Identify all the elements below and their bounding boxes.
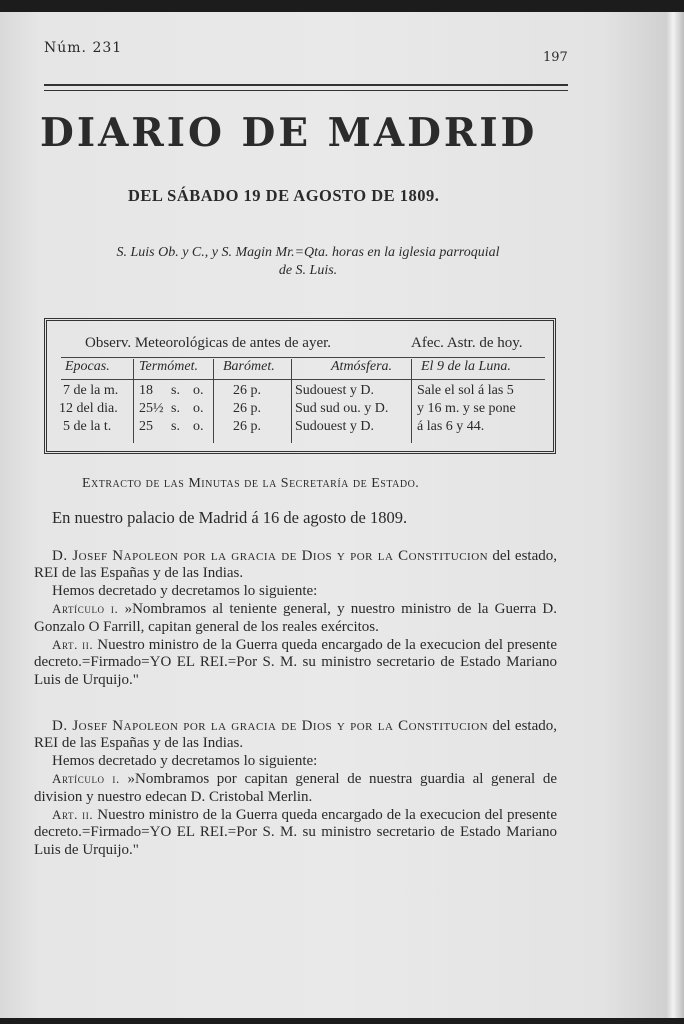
col-epocas: Epocas. bbox=[65, 359, 110, 374]
weather-table: Observ. Meteorológicas de antes de ayer. Afec. Astr. de hoy. Epocas. Termómet. Barómet. Atmósfera. El 9 de la Luna. 7 de la m. 18 s. o. 26 p. Sudouest y D. Sale el sol á las 5 12 del dia. 25½ s. o. 26 p. Sud sud ou. y D. y 16 m. y se pone 5 de la t. 25 s. o. 26 p. Sudouest y D. á las 6 y 44. bbox=[44, 318, 556, 454]
article-label: Art. ii. bbox=[52, 637, 94, 653]
decree-preamble: Hemos decretado y decretamos lo siguiente: bbox=[52, 582, 318, 599]
table-rule bbox=[61, 357, 545, 358]
article-label: Artículo i. bbox=[52, 601, 119, 617]
column-divider bbox=[411, 359, 412, 443]
article-text: »Nombramos al teniente general, y nuestro ministro de la Guerra D. Gonzalo O Farrill, capitan general de los reales exércitos. bbox=[34, 601, 558, 635]
col-atmosfera: Atmósfera. bbox=[331, 359, 393, 374]
page-number: 197 bbox=[543, 50, 568, 65]
issue-number: Núm. 231 bbox=[44, 40, 123, 56]
decree-king-rest: del estado, REI de las Españas y de las Indias. bbox=[34, 718, 557, 752]
decree-king-rest: del estado, REI de las Españas y de las Indias. bbox=[34, 548, 557, 582]
page-spine bbox=[666, 12, 684, 1018]
col-luna: El 9 de la Luna. bbox=[421, 359, 511, 374]
weather-title: Observ. Meteorológicas de antes de ayer. bbox=[85, 335, 332, 351]
decree-2 bbox=[34, 718, 557, 859]
article-label: Art. ii. bbox=[52, 807, 94, 823]
column-divider bbox=[291, 359, 292, 443]
header-rule bbox=[44, 84, 568, 91]
saints-of-the-day bbox=[58, 244, 558, 280]
article-text: »Nombramos por capitan general de nuestra guardia al general de division y nuestro edecan D. Cristobal Merlin. bbox=[34, 771, 557, 805]
intro-line: En nuestro palacio de Madrid á 16 de agosto de 1809. bbox=[52, 508, 408, 527]
saints-line-1: S. Luis Ob. y C., y S. Magin Mr.=Qta. horas en la iglesia parroquial bbox=[116, 245, 500, 260]
decree-king: D. Josef Napoleon por la gracia de Dios y por la Constitucion bbox=[52, 548, 489, 564]
dateline: DEL SÁBADO 19 DE AGOSTO DE 1809. bbox=[128, 186, 440, 205]
article-text: Nuestro ministro de la Guerra queda encargado de la execucion del presente decreto.=Firmado=YO EL REI.=Por S. M. su ministro secretario de Estado Mariano Luis de Urquijo." bbox=[34, 637, 557, 688]
section-title: Extracto de las Minutas de la Secretaría de Estado. bbox=[82, 476, 420, 491]
masthead-title: DIARIO DE MADRID bbox=[40, 110, 538, 156]
decree-preamble: Hemos decretado y decretamos lo siguiente: bbox=[52, 752, 318, 769]
saints-line-2: de S. Luis. bbox=[278, 263, 338, 278]
decree-king: D. Josef Napoleon por la gracia de Dios y por la Constitucion bbox=[52, 718, 489, 734]
col-barometro: Barómet. bbox=[223, 359, 275, 374]
astro-title: Afec. Astr. de hoy. bbox=[411, 335, 523, 351]
column-divider bbox=[133, 359, 134, 443]
article-text: Nuestro ministro de la Guerra queda encargado de la execucion del presente decreto.=Firmado=YO EL REI.=Por S. M. su ministro secretario de Estado Mariano Luis de Urquijo." bbox=[34, 807, 557, 858]
article-label: Artículo i. bbox=[52, 771, 120, 787]
column-divider bbox=[213, 359, 214, 443]
col-termometro: Termómet. bbox=[139, 359, 198, 374]
decree-1 bbox=[34, 548, 557, 689]
